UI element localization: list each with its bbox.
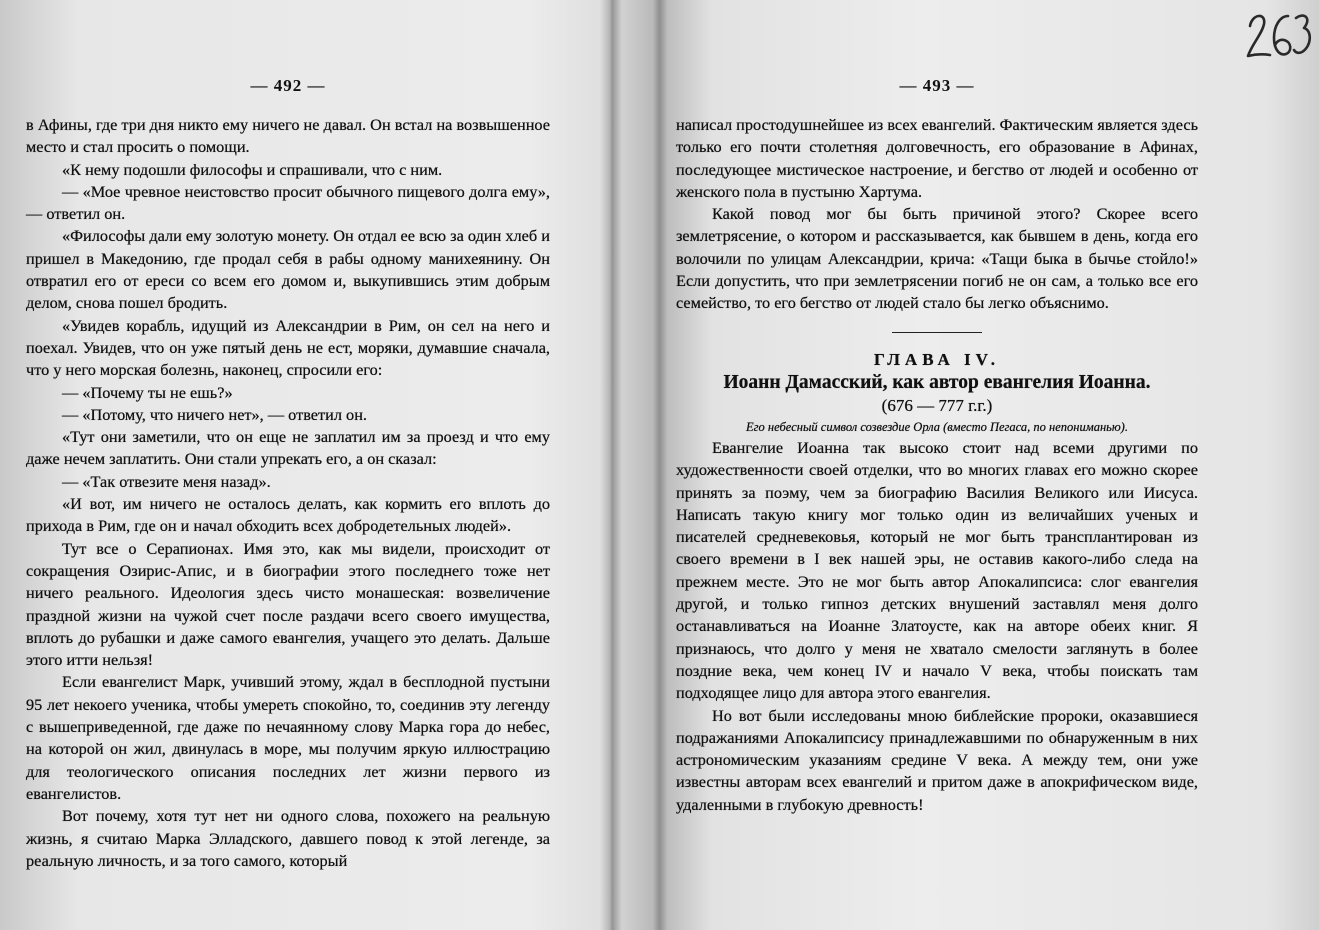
handwritten-number bbox=[1244, 4, 1314, 66]
paragraph: Вот почему, хотя тут нет ни одного слова, похожего на реальную жизнь, я считаю Марка Элладского, давшего повод к этой легенде, за реальную личность, и за того самого, который bbox=[26, 806, 550, 870]
chapter-title: Иоанн Дамасский, как автор евангелия Иоанна. bbox=[723, 371, 1151, 393]
chapter-dates: (676 — 777 г.г.) bbox=[881, 395, 993, 415]
right-page-text bbox=[676, 114, 1198, 816]
section-divider bbox=[892, 332, 982, 333]
paragraph: «Увидев корабль, идущий из Александрии в Рим, он сел на него и поехал. Увидев, что он уже пятый день не ест, моряки, думавшие сначала, что у него морская болезнь, наконец, спросили его: bbox=[26, 315, 550, 380]
paragraph: — «Потому, что ничего нет», — ответил он. bbox=[62, 404, 367, 424]
paragraph: «И вот, им ничего не осталось делать, как кормить его вплоть до прихода в Рим, где он и начал обходить всех добродетельных людей». bbox=[26, 494, 550, 536]
chapter-label: ГЛАВА IV. bbox=[874, 349, 1000, 369]
paragraph: — «Почему ты не ешь?» bbox=[62, 382, 233, 402]
paragraph: Но вот были исследованы мною библейские пророки, оказавшиеся подражаниями Апокалипсису принадлежавшими по обнаруженным в них астрономическим указаниям средине V века. А между тем, они уже известны авторам всех евангелий и притом даже в апокрифическом виде, удаленными в глубокую древность! bbox=[676, 705, 1198, 814]
paragraph: Если евангелист Марк, учивший этому, ждал в бесплодной пустыни 95 лет некоего ученика, чтобы умереть спокойно, то, соединив эту легенду с вышеприведенной, где даже по нечаянному слову Марка гора до небес, на которой он жил, двинулась в море, мы получим яркую иллюстрацию для теологического описания последних лет жизни первого из евангелистов. bbox=[26, 672, 550, 803]
paragraph: Тут все о Серапионах. Имя это, как мы видели, происходит от сокращения Озирис-Апис, и в биографии этого последнего тоже нет ничего реального. Идеология здесь чисто монашеская: возвеличение праздной жизни на чужой счет после раздачи всего своего имущества, вплоть до рубашки и даже самого евангелия, учащего это делать. Дальше этого итти нельзя! bbox=[26, 538, 550, 670]
left-page bbox=[26, 0, 550, 930]
paragraph: Какой повод мог бы быть причиной этого? Скорее всего землетрясение, о котором и рассказывается, как бывшем в день, когда его волочили по улицам Александрии, крича: «Тащи быка в бычье стойло!» Если допустить, что при землетрясении погиб не он сам, а только все его семейство, то его бегство от людей стало бы легко объяснимо. bbox=[676, 204, 1198, 313]
book-gutter bbox=[600, 0, 622, 930]
left-page-text bbox=[26, 114, 550, 872]
paragraph: написал простодушнейшее из всех евангелий. Фактическим является здесь только его почти столетняя долговечность, его образование в Афинах, последующее мистическое настроение, и бегство от людей и особенно от женского пола в пустыню Хартума. bbox=[676, 115, 1198, 201]
paragraph: в Афины, где три дня никто ему ничего не давал. Он встал на возвышенное место и стал просить о помощи. bbox=[26, 115, 550, 157]
left-page-number: — 492 — bbox=[250, 76, 326, 95]
paragraph: — «Так отвезите меня назад». bbox=[62, 471, 271, 491]
right-page bbox=[676, 0, 1198, 930]
paragraph: «К нему подошли философы и спрашивали, что с ним. bbox=[62, 159, 443, 179]
paragraph: Евангелие Иоанна так высоко стоит над всеми другими по художественности своей отделки, что во многих главах его можно скорее принять за поэму, чем за биографию Василия Великого или Иисуса. Написать такую книгу мог только один из величайших ученых и писателей средневековья, который не мог быть трансплантирован из своего времени в I век нашей эры, не оставив какого-либо следа на прежнем месте. Это не мог быть автор Апокалипсиса: слог евангелия другой, и только гипноз детских внушений заставлял меня долго останавливаться на Иоанне Златоусте, как на авторе обеих книг. Я признаюсь, что долго у меня не хватало смелости заглянуть в более поздние века, чем конец IV и начало V века, чтобы поискать там подходящее лицо для автора этого евангелия. bbox=[676, 437, 1198, 703]
paragraph: «Философы дали ему золотую монету. Он отдал ее всю за один хлеб и пришел в Македонию, где продал себя в рабы одному манихеянину. Он отвратил его от ереси со всем его домом и, выкупившись этим добрым делом, снова пошел бродить. bbox=[26, 226, 550, 313]
right-page-number: — 493 — bbox=[899, 76, 975, 95]
paragraph: «Тут они заметили, что он еще не заплатил им за проезд и что ему даже нечем заплатить. Они стали упрекать его, а он сказал: bbox=[26, 427, 550, 469]
paragraph: — «Мое чревное неистовство просит обычного пищевого долга ему», — ответил он. bbox=[26, 181, 550, 224]
chapter-epigraph: Его небесный символ созвездие Орла (вместо Пегаса, по непониманью). bbox=[746, 419, 1128, 434]
